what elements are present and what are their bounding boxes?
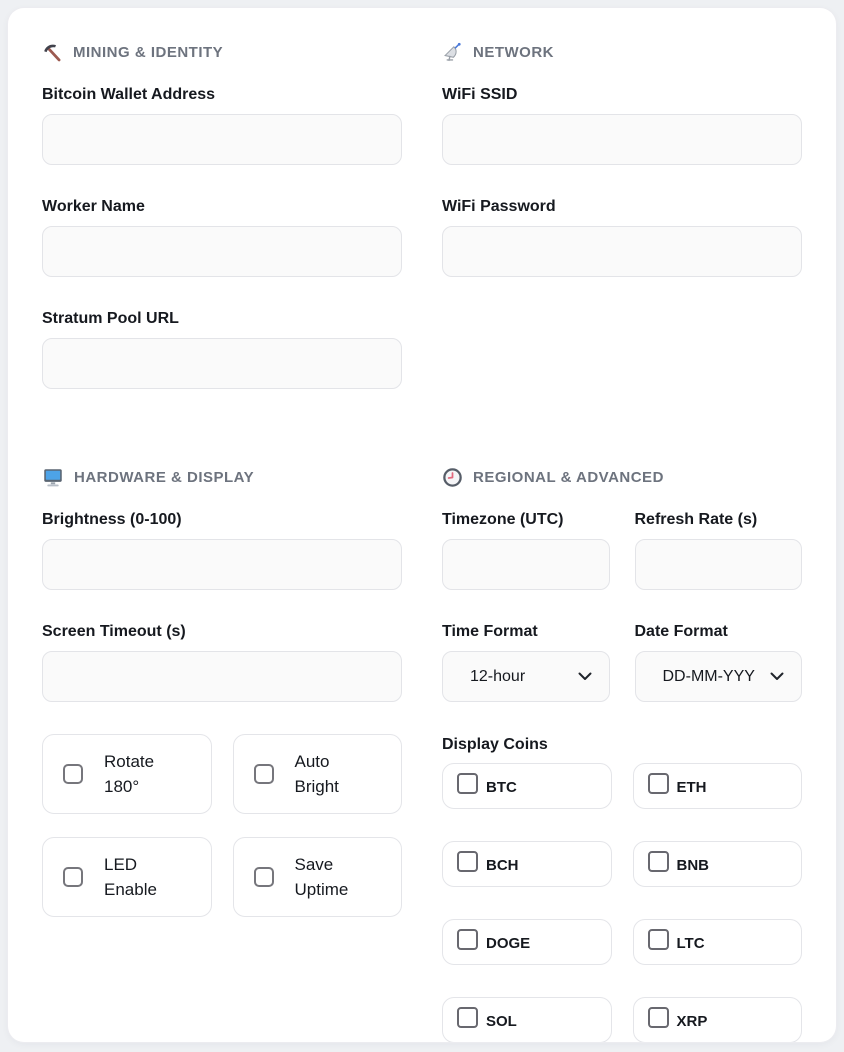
wifi-password-label: WiFi Password: [442, 198, 556, 215]
refresh-rate-field-group: [635, 511, 803, 590]
timezone-label: Timezone (UTC): [442, 511, 564, 528]
coin-option-ltc[interactable]: [633, 919, 803, 965]
auto-bright-label: Auto Bright: [294, 752, 339, 796]
date-format-select[interactable]: [635, 651, 803, 702]
sol-label: SOL: [486, 1013, 517, 1030]
refresh-rate-input[interactable]: [635, 539, 803, 590]
regional-section-header: [442, 467, 802, 488]
eth-label: ETH: [676, 779, 707, 796]
timezone-field-group: [442, 511, 610, 590]
section-regional-advanced: [442, 467, 802, 1042]
timezone-input[interactable]: [442, 539, 610, 590]
form-row-bottom: [42, 467, 802, 1042]
section-mining-identity: [42, 42, 402, 422]
password-field-group: [442, 198, 802, 277]
coin-option-bch[interactable]: [442, 841, 612, 887]
time-format-selected-value: 12-hour: [470, 667, 526, 685]
satellite-icon: [442, 42, 463, 63]
wallet-field-group: [42, 86, 402, 165]
bch-label: BCH: [486, 857, 519, 874]
worker-name-label: Worker Name: [42, 198, 145, 215]
section-hardware-display: [42, 467, 402, 1042]
hardware-section-title: HARDWARE & DISPLAY: [74, 469, 255, 486]
network-section-title: NETWORK: [473, 44, 554, 61]
ltc-checkbox[interactable]: [648, 929, 669, 950]
brightness-input[interactable]: [42, 539, 402, 590]
led-enable-option[interactable]: [42, 837, 212, 917]
stratum-pool-url-input[interactable]: [42, 338, 402, 389]
pool-field-group: [42, 310, 402, 389]
btc-label: BTC: [486, 779, 517, 796]
date-format-selected-value: DD-MM-YYY: [662, 667, 755, 685]
display-coins-block: [442, 735, 802, 1042]
hardware-options-grid: [42, 734, 402, 917]
coin-option-btc[interactable]: [442, 763, 612, 809]
monitor-icon: [42, 467, 64, 488]
date-format-label: Date Format: [634, 623, 728, 640]
coin-option-sol[interactable]: [442, 997, 612, 1042]
bch-checkbox[interactable]: [457, 851, 478, 872]
doge-checkbox[interactable]: [457, 929, 478, 950]
screen-timeout-input[interactable]: [42, 651, 402, 702]
eth-checkbox[interactable]: [648, 773, 669, 794]
rotate-180-option[interactable]: [42, 734, 212, 814]
time-format-label: Time Format: [442, 623, 538, 640]
screen-timeout-label: Screen Timeout (s): [42, 623, 186, 640]
wifi-ssid-input[interactable]: [442, 114, 802, 165]
ssid-field-group: [442, 86, 802, 165]
time-format-field-group: [442, 623, 610, 702]
coin-option-eth[interactable]: [633, 763, 803, 809]
stratum-pool-url-label: Stratum Pool URL: [42, 310, 179, 327]
rotate-180-checkbox[interactable]: [63, 764, 83, 784]
ltc-label: LTC: [676, 935, 705, 952]
wifi-ssid-label: WiFi SSID: [442, 86, 518, 103]
xrp-checkbox[interactable]: [648, 1007, 669, 1028]
regional-section-title: REGIONAL & ADVANCED: [473, 469, 664, 486]
network-section-header: [442, 42, 802, 63]
led-enable-label: LED Enable: [104, 855, 157, 899]
section-network: [442, 42, 802, 422]
save-uptime-label: Save Uptime: [294, 855, 349, 899]
time-date-format-row: [442, 623, 802, 702]
doge-label: DOGE: [486, 935, 531, 952]
settings-form-card: [8, 8, 836, 1042]
wifi-password-input[interactable]: [442, 226, 802, 277]
pickaxe-icon: [42, 42, 63, 63]
display-coins-grid: [442, 763, 802, 1042]
coin-option-doge[interactable]: [442, 919, 612, 965]
brightness-field-group: [42, 511, 402, 590]
mining-section-title: MINING & IDENTITY: [73, 44, 224, 61]
hardware-section-header: [42, 467, 402, 488]
form-row-top: [42, 42, 802, 422]
bnb-label: BNB: [676, 857, 709, 874]
refresh-rate-label: Refresh Rate (s): [634, 511, 758, 528]
chevron-down-icon: [770, 668, 784, 686]
chevron-down-icon: [578, 668, 592, 686]
time-format-select[interactable]: [442, 651, 610, 702]
worker-name-input[interactable]: [42, 226, 402, 277]
led-enable-checkbox[interactable]: [63, 867, 83, 887]
rotate-180-label: Rotate 180°: [104, 752, 155, 796]
timeout-field-group: [42, 623, 402, 702]
display-coins-label: Display Coins: [442, 736, 548, 753]
btc-checkbox[interactable]: [457, 773, 478, 794]
date-format-field-group: [635, 623, 803, 702]
brightness-label: Brightness (0-100): [42, 511, 182, 528]
timezone-refresh-row: [442, 511, 802, 590]
bnb-checkbox[interactable]: [648, 851, 669, 872]
sol-checkbox[interactable]: [457, 1007, 478, 1028]
auto-bright-checkbox[interactable]: [254, 764, 274, 784]
bitcoin-wallet-address-input[interactable]: [42, 114, 402, 165]
worker-field-group: [42, 198, 402, 277]
coin-option-bnb[interactable]: [633, 841, 803, 887]
mining-section-header: [42, 42, 402, 63]
save-uptime-option[interactable]: [233, 837, 403, 917]
save-uptime-checkbox[interactable]: [254, 867, 274, 887]
xrp-label: XRP: [676, 1013, 708, 1030]
auto-bright-option[interactable]: [233, 734, 403, 814]
wallet-label: Bitcoin Wallet Address: [42, 86, 216, 103]
coin-option-xrp[interactable]: [633, 997, 803, 1042]
clock-icon: [442, 467, 463, 488]
